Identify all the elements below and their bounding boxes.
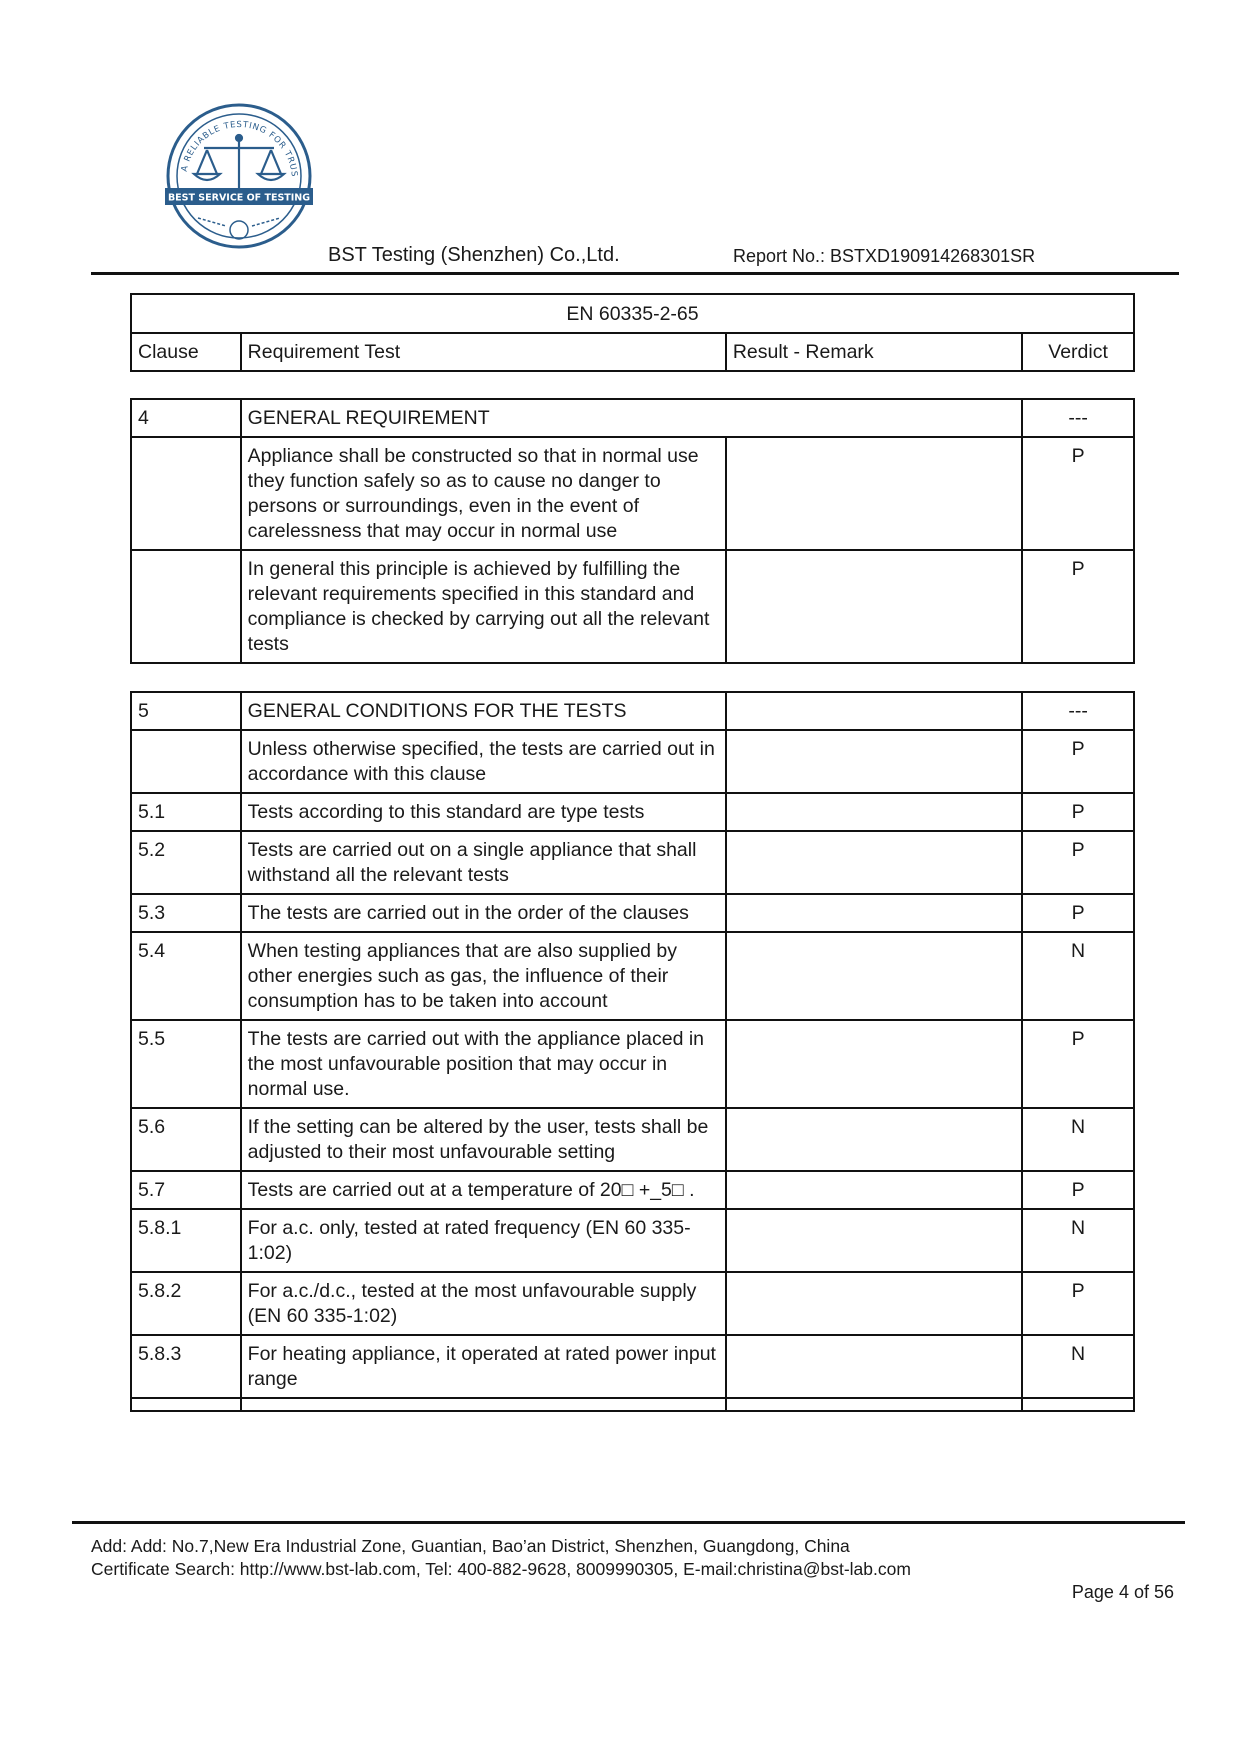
footer-address: Add: Add: No.7,New Era Industrial Zone, Guantian, Bao’an District, Shenzhen, Guangdong, China — [91, 1536, 850, 1556]
verdict-cell: N — [1022, 1335, 1134, 1398]
requirement-cell: For a.c./d.c., tested at the most unfavourable supply (EN 60 335-1:02) — [241, 1272, 726, 1335]
verdict-cell: P — [1022, 550, 1134, 663]
verdict-cell: P — [1022, 1020, 1134, 1108]
table-row — [131, 831, 1134, 894]
clause-cell — [131, 550, 241, 663]
verdict-cell: P — [1022, 1272, 1134, 1335]
page-number: Page 4 of 56 — [1071, 1582, 1174, 1602]
clause-cell: 5.8.3 — [131, 1335, 241, 1398]
result-cell — [726, 1335, 1022, 1398]
requirement-cell: GENERAL CONDITIONS FOR THE TESTS — [241, 692, 726, 730]
table-row — [131, 550, 1134, 663]
table-row — [131, 1272, 1134, 1335]
footer-certificate-search: Certificate Search: http://www.bst-lab.com, Tel: 400-882-9628, 8009990305, E-mail:christina@bst-lab.com — [91, 1559, 911, 1579]
verdict-cell: --- — [1022, 692, 1134, 730]
table-row — [131, 437, 1134, 550]
result-cell — [726, 894, 1022, 932]
requirement-cell — [241, 1398, 726, 1411]
result-cell — [726, 831, 1022, 894]
logo-seal-icon — [164, 102, 314, 254]
verdict-cell: P — [1022, 894, 1134, 932]
requirement-cell: Tests are carried out at a temperature of 20□ +_5□ . — [241, 1171, 726, 1209]
logo-arc-text: A RELIABLE TESTING FOR TRUS — [179, 119, 299, 178]
requirement-cell: Tests are carried out on a single appliance that shall withstand all the relevant tests — [241, 831, 726, 894]
table-row — [131, 1398, 1134, 1411]
requirement-cell: Unless otherwise specified, the tests are carried out in accordance with this clause — [241, 730, 726, 793]
requirement-cell: In general this principle is achieved by fulfilling the relevant requirements specified in this standard and compliance is checked by carrying out all the relevant tests — [241, 550, 726, 663]
header-divider — [91, 272, 1179, 275]
requirement-cell: For a.c. only, tested at rated frequency (EN 60 335-1:02) — [241, 1209, 726, 1272]
result-cell — [726, 730, 1022, 793]
requirement-cell: For heating appliance, it operated at rated power input range — [241, 1335, 726, 1398]
standard-title: EN 60335-2-65 — [131, 294, 1134, 333]
result-cell — [726, 793, 1022, 831]
requirement-cell: The tests are carried out in the order of the clauses — [241, 894, 726, 932]
result-cell — [726, 1108, 1022, 1171]
clause-cell — [131, 730, 241, 793]
requirement-cell: When testing appliances that are also supplied by other energies such as gas, the influence of their consumption has to be taken into account — [241, 932, 726, 1020]
result-cell — [726, 1020, 1022, 1108]
report-number: Report No.: BSTXD190914268301SR — [733, 246, 1036, 266]
company-name: BST Testing (Shenzhen) Co.,Ltd. — [328, 244, 620, 266]
verdict-cell: N — [1022, 932, 1134, 1020]
table-row — [131, 932, 1134, 1020]
clause-cell: 5.6 — [131, 1108, 241, 1171]
table-row — [131, 1209, 1134, 1272]
section-heading-row — [131, 399, 1134, 437]
result-cell — [726, 1272, 1022, 1335]
clause-cell: 5.7 — [131, 1171, 241, 1209]
section-4-table — [130, 398, 1135, 664]
column-header-verdict: Verdict — [1022, 333, 1134, 371]
company-logo — [164, 102, 314, 254]
clause-cell: 5 — [131, 692, 241, 730]
clause-cell — [131, 437, 241, 550]
clause-cell: 5.8.2 — [131, 1272, 241, 1335]
requirement-cell: Tests according to this standard are type tests — [241, 793, 726, 831]
requirement-cell: The tests are carried out with the appliance placed in the most unfavourable position that may occur in normal use. — [241, 1020, 726, 1108]
result-cell — [726, 1209, 1022, 1272]
clause-cell: 5.3 — [131, 894, 241, 932]
column-header-table — [130, 293, 1135, 372]
result-cell — [726, 932, 1022, 1020]
clause-cell: 5.4 — [131, 932, 241, 1020]
verdict-cell: --- — [1022, 399, 1134, 437]
verdict-cell: P — [1022, 1171, 1134, 1209]
requirement-cell: Appliance shall be constructed so that in normal use they function safely so as to cause no danger to persons or surroundings, even in the event of carelessness that may occur in normal use — [241, 437, 726, 550]
clause-cell: 5.1 — [131, 793, 241, 831]
verdict-cell: P — [1022, 437, 1134, 550]
result-cell — [726, 550, 1022, 663]
column-header-requirement: Requirement Test — [241, 333, 726, 371]
result-cell — [726, 437, 1022, 550]
column-header-result: Result - Remark — [726, 333, 1022, 371]
table-row — [131, 1108, 1134, 1171]
result-cell — [726, 692, 1022, 730]
clause-cell: 5.8.1 — [131, 1209, 241, 1272]
table-row — [131, 894, 1134, 932]
table-row — [131, 1335, 1134, 1398]
result-cell — [726, 1398, 1022, 1411]
verdict-cell: P — [1022, 730, 1134, 793]
requirement-cell: If the setting can be altered by the user, tests shall be adjusted to their most unfavourable setting — [241, 1108, 726, 1171]
clause-cell — [131, 1398, 241, 1411]
clause-cell: 5.5 — [131, 1020, 241, 1108]
verdict-cell: N — [1022, 1108, 1134, 1171]
table-row — [131, 1171, 1134, 1209]
verdict-cell: N — [1022, 1209, 1134, 1272]
clause-cell: 5.2 — [131, 831, 241, 894]
logo-band-text: BEST SERVICE OF TESTING — [167, 192, 311, 204]
section-heading-row — [131, 692, 1134, 730]
section-5-table — [130, 691, 1135, 1412]
requirement-cell: GENERAL REQUIREMENT — [241, 399, 1023, 437]
verdict-cell — [1022, 1398, 1134, 1411]
table-row — [131, 730, 1134, 793]
table-row — [131, 1020, 1134, 1108]
column-header-clause: Clause — [131, 333, 241, 371]
clause-cell: 4 — [131, 399, 241, 437]
result-cell — [726, 1171, 1022, 1209]
verdict-cell: P — [1022, 793, 1134, 831]
footer-divider — [72, 1521, 1185, 1524]
verdict-cell: P — [1022, 831, 1134, 894]
table-row — [131, 793, 1134, 831]
